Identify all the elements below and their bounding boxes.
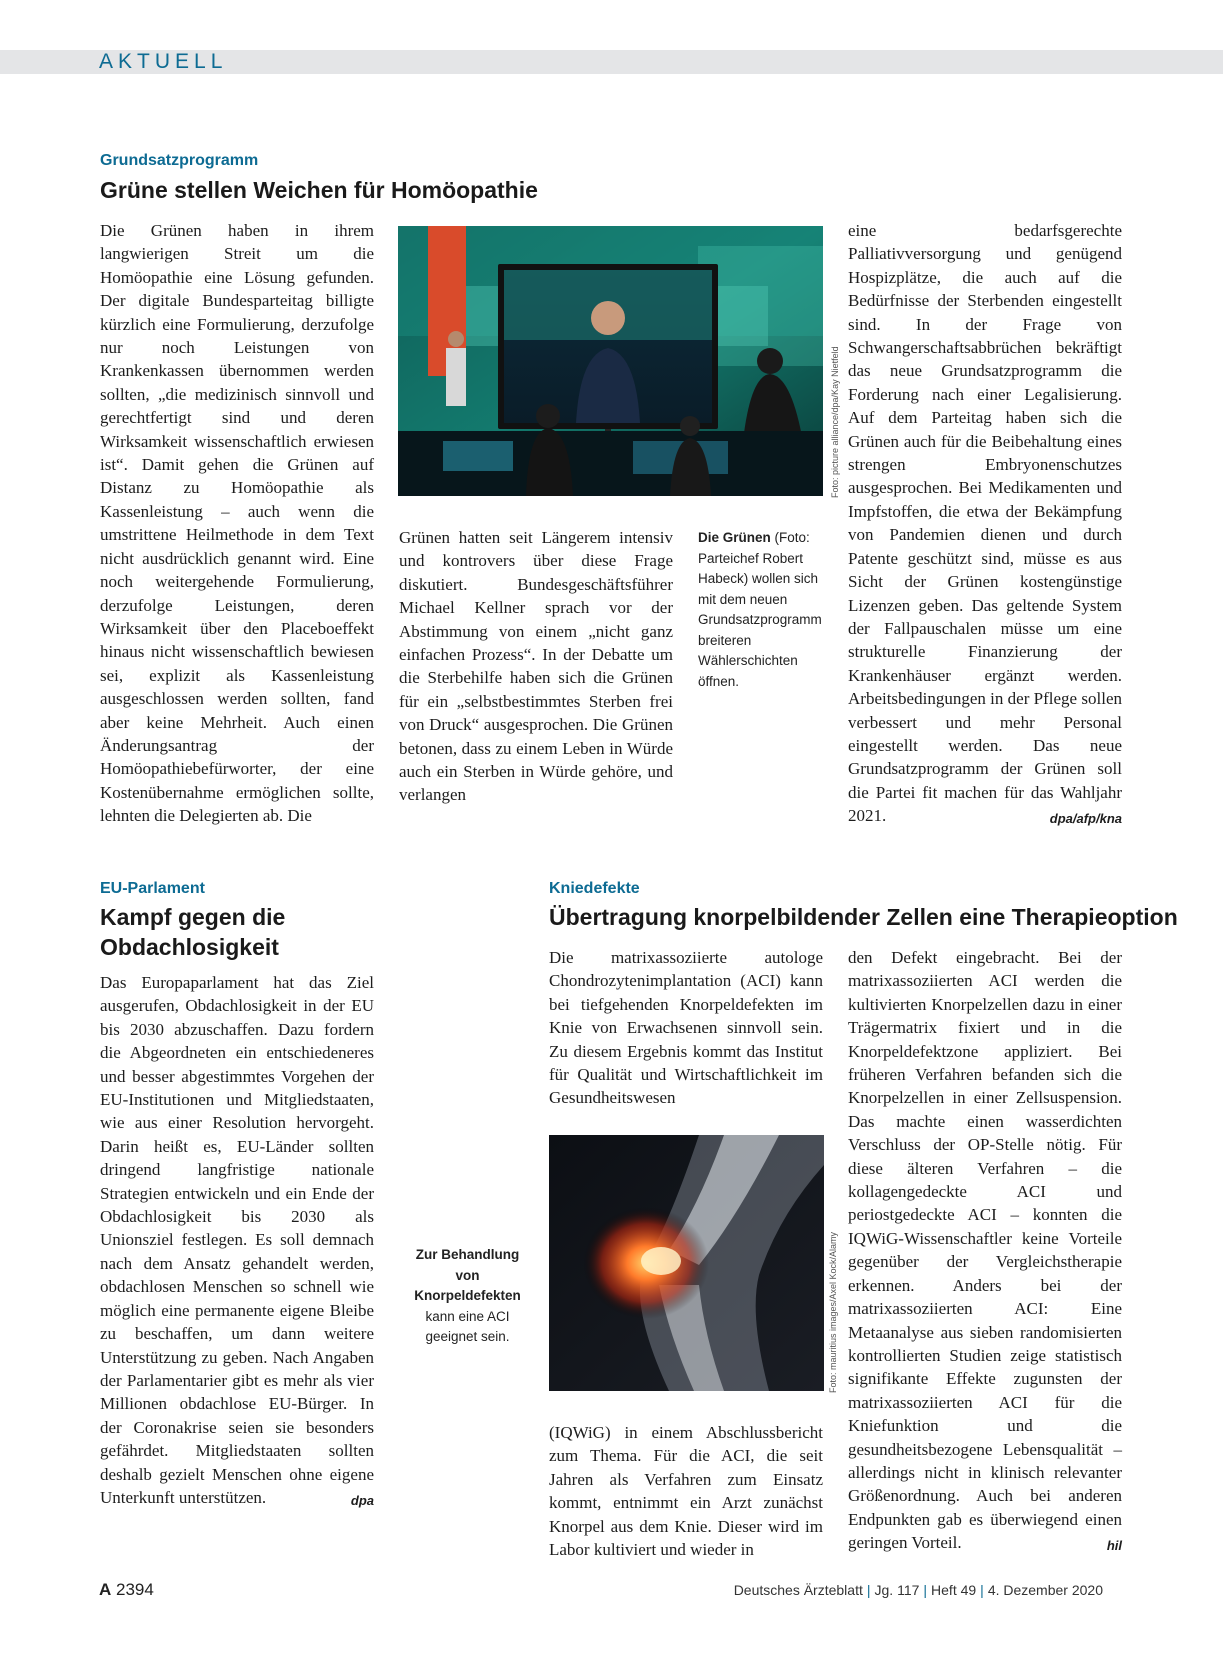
article1-column-3-text: eine bedarfsgerechte Palliativversorgung und genügend Hospizplätze, die auch auf die Bedürfnisse der Sterbenden eingestellt sind. In der Frage von Schwangerschaftsabbrüchen bekräftigt das neue Grundsatzprogramm die Forderung nach einer Legalisierung. Auf dem Parteitag haben sich die Grünen auch für die Beibehaltung eines strengen Embryonenschutzes ausgesprochen. Bei Medikamenten und Impfstoffen, die etwa der Bekämpfung von Pandemien dienen und durch Patente geschützt sind, müsse es aus Sicht der Grünen kostengünstige Lizenzen geben. Das geltende System der Fallpauschalen müsse um eine strukturelle Finanzierung der Krankenhäuser ergänzt werden. Arbeitsbedingungen in der Pflege sollen verbessert und mehr Personal eingestellt werden. Das neue Grundsatzprogramm der Grünen soll die Partei fit machen für das Wahljahr 2021. xyxy=(848,221,1122,826)
article2-body xyxy=(100,971,374,1512)
party-congress-photo xyxy=(398,226,823,496)
article3-column-2 xyxy=(848,946,1122,1558)
article1-headline: Grüne stellen Weichen für Homöopathie xyxy=(100,177,538,203)
article1-column-1: Die Grünen haben in ihrem langwierigen Streit um die Homöopathie eine Lösung gefunden. Der digitale Bundesparteitag billigte kürzlich eine Formulierung, derzufolge nur noch Leistungen von Krankenkassen übernommen werden sollten, „die medizinisch sinnvoll und gerechtfertigt sind und deren Wirksamkeit wissenschaftlich erwiesen ist“. Damit gehen die Grünen auf Distanz zu Homöopathie als Kassenleistung – auch wenn die umstrittene Heilmethode in dem Text nicht ausdrücklich genannt wird. Eine noch weitergehende Formulierung, derzufolge Leistungen, deren Wirksamkeit über den Placeboeffekt hinaus nicht wissenschaftlich bewiesen sei, explizit als Kassenleistung ausgeschlossen werden sollten, fand aber keine Mehrheit. Auch einen Änderungsantrag der Homöopathiebefürworter, der eine Kostenübernahme ermöglichen sollte, lehnten die Delegierten ab. Die xyxy=(100,221,374,826)
article1-photo xyxy=(398,226,823,496)
article1-caption-bold: Die Grünen xyxy=(698,530,771,545)
journal-issue: Heft 49 xyxy=(931,1582,977,1598)
journal-date: 4. Dezember 2020 xyxy=(987,1582,1103,1598)
journal-info: Deutsches Ärzteblatt | Jg. 117 | Heft 49 | 4. Dezember 2020 xyxy=(733,1582,1103,1598)
article1-credit: dpa/afp/kna xyxy=(1049,811,1122,827)
article3-column-1-bottom: (IQWiG) in einem Abschlussbericht zum Thema. Für die ACI, die seit Jahren als Verfahren zum Einsatz kommt, entnimmt ein Arzt zunächst Knorpel aus dem Knie. Dieser wird im Labor kultiviert und wieder in xyxy=(549,1423,823,1560)
article2-credit: dpa xyxy=(350,1492,374,1508)
article3-column-2-text: den Defekt eingebracht. Bei der matrixassoziierten ACI werden die kultivierten Knorpelzellen dazu in einer Trägermatrix fixiert und in die Knorpeldefektzone appliziert. Bei früheren Verfahren befanden sich die Knorpelzellen in einer Zellsuspension. Das machte einen wasserdichten Verschluss der OP-Stelle nötig. Für diese älteren Verfahren – die kollagengedeckte ACI und periostgedeckte ACI – konnten die IQWiG-Wissenschaftler keine Vorteile gegenüber der Vergleichstherapie erkennen. Anders bei der matrixassoziierten ACI: Eine Metaanalyse aus sieben randomisierten kontrollierten Studien zeige statistisch signifikante Effekte zugunsten der matrixassoziierten ACI für die Kniefunktion und die gesundheitsbezogene Lebensqualität – allerdings nicht in klinisch relevanter Größenordnung. Auch bei anderen Endpunkten gab es überwiegend einen geringen Vorteil. xyxy=(848,948,1122,1553)
section-label: AKTUELL xyxy=(99,50,228,73)
article1-caption-text: (Foto: Parteichef Robert Habeck) wollen sich mit dem neuen Grundsatzprogramm breiteren Wählerschichten öffnen. xyxy=(698,530,822,689)
article3-caption-bold: Zur Behandlung von Knorpeldefekten xyxy=(414,1247,521,1303)
article3-photo xyxy=(549,1135,824,1391)
page-number xyxy=(99,1580,154,1600)
article1-column-3 xyxy=(848,219,1122,831)
page-number-value: 2394 xyxy=(116,1580,154,1599)
article1-photo-credit: Foto: picture alliance/dpa/Kay Nietfeld xyxy=(830,346,840,498)
article3-caption xyxy=(410,1245,525,1348)
article2-headline: Kampf gegen die Obdachlosigkeit xyxy=(100,904,286,960)
knee-xray-illustration xyxy=(549,1135,824,1391)
article2-body-text: Das Europaparlament hat das Ziel ausgerufen, Obdachlosigkeit in der EU bis 2030 abzuschaffen. Dazu fordern die Abgeordneten ein entschiedeneres und besser abgestimmtes Vorgehen der EU-Institutionen und Mitgliedstaaten, wie aus einer Resolution hervorgeht. Darin heißt es, EU-Länder sollten dringend langfristige nationale Strategien entwickeln und ein Ende der Obdachlosigkeit bis 2030 als Unionsziel festlegen. Es soll demnach nach dem Ansatz gehandelt werden, obdachlosen Menschen so schnell wie möglich eine permanente eigene Bleibe zu beschaffen, um dann weitere Unterstützung zu geben. Nach Angaben der Parlamentarier gibt es mehr als vier Millionen obdachlose EU-Bürger. In der Coronakrise seien sie besonders gefährdet. Mitgliedstaaten sollten deshalb gezielt Menschen ohne eigene Unterkunft unterstützen. xyxy=(100,973,374,1507)
article3-column-1-top: Die matrixassoziierte autologe Chondrozytenimplantation (ACI) kann bei tiefgehenden Knorpeldefekten im Knie von Erwachsenen sinnvoll sein. Zu diesem Ergebnis kommt das Institut für Qualität und Wirtschaftlichkeit im Gesundheitswesen xyxy=(549,948,823,1108)
article1-column-2: Grünen hatten seit Längerem intensiv und kontrovers über diese Frage diskutiert. Bundesgeschäftsführer Michael Kellner sprach vor der Abstimmung von einem „nicht ganz einfachen Prozess“. In der Debatte um die Sterbehilfe haben sich die Grünen für ein „selbstbestimmtes Sterben frei von Druck“ ausgesprochen. Die Grünen betonen, dass zu einem Leben in Würde auch ein Sterben in Würde gehöre, und verlangen xyxy=(399,528,673,805)
article3-credit: hil xyxy=(1106,1538,1122,1554)
article1-caption xyxy=(698,528,830,692)
article3-headline: Übertragung knorpelbildender Zellen eine Therapieoption xyxy=(549,904,1178,930)
page-prefix: A xyxy=(99,1580,112,1599)
journal-volume: Jg. 117 xyxy=(874,1582,920,1598)
journal-name: Deutsches Ärzteblatt xyxy=(733,1582,863,1598)
article1-kicker: Grundsatzprogramm xyxy=(100,152,259,169)
article3-caption-text: kann eine ACI geeignet sein. xyxy=(425,1308,510,1344)
article3-photo-credit: Foto: mauritius images/Axel Kock/Alamy xyxy=(828,1231,838,1393)
article2-kicker: EU-Parlament xyxy=(100,880,205,897)
article3-kicker: Kniedefekte xyxy=(549,880,640,897)
